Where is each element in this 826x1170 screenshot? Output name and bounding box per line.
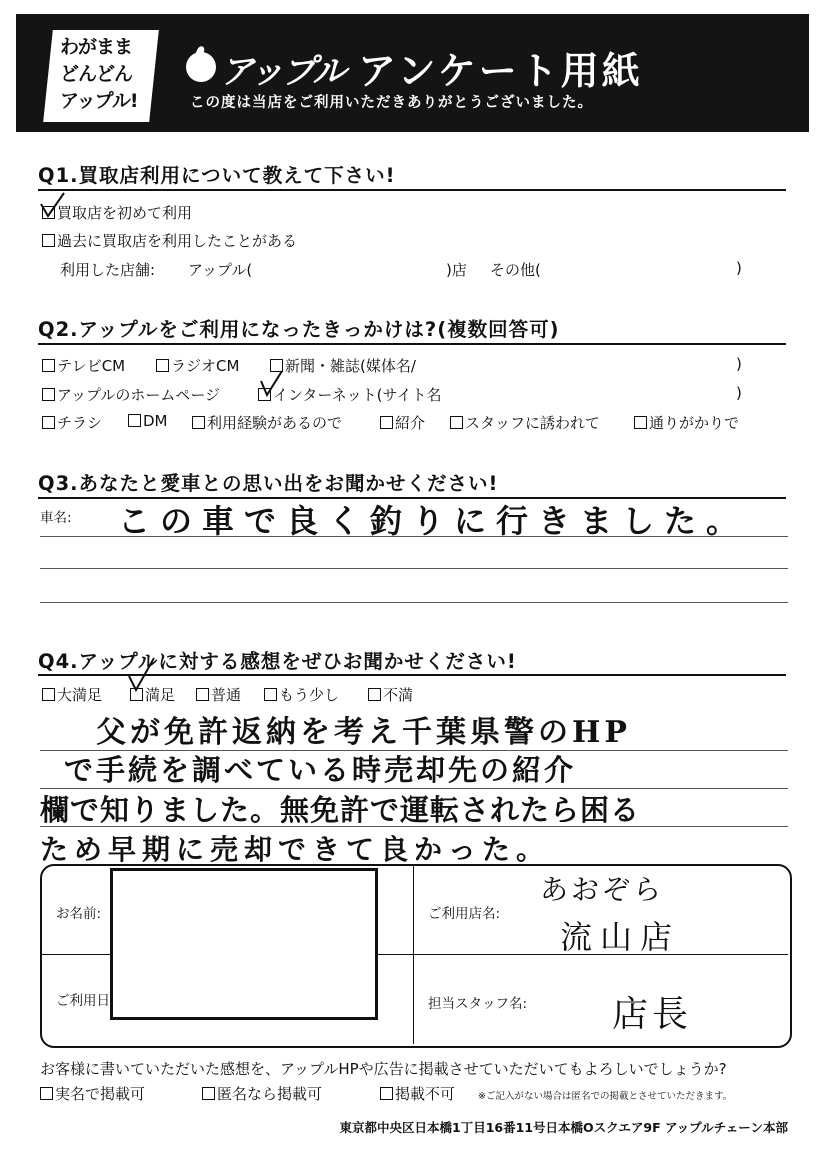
checkbox[interactable] bbox=[156, 359, 169, 372]
option-label: 利用経験があるので bbox=[207, 414, 343, 432]
checkbox[interactable] bbox=[634, 416, 647, 429]
checkbox[interactable] bbox=[128, 414, 141, 427]
checkbox[interactable] bbox=[42, 688, 55, 701]
divider bbox=[413, 866, 414, 1044]
option-label: テレビCM bbox=[57, 357, 126, 375]
q2-option-staff[interactable] bbox=[450, 412, 600, 433]
q2-option-referral[interactable] bbox=[380, 412, 425, 433]
option-label: 紹介 bbox=[395, 414, 426, 432]
q2-option-newspaper[interactable] bbox=[270, 355, 416, 376]
option-label: 買取店を初めて利用 bbox=[57, 204, 193, 222]
q4-heading: Q4.アップルに対する感想をぜひお聞かせください! bbox=[38, 650, 517, 673]
car-name-label: 車名: bbox=[40, 510, 72, 526]
option-label: 通りがかりで bbox=[649, 414, 740, 432]
checkbox[interactable] bbox=[40, 1087, 53, 1100]
option-label: 実名で掲載可 bbox=[55, 1085, 146, 1103]
q2-heading: Q2.アップルをご利用になったきっかけは?(複数回答可) bbox=[38, 318, 560, 341]
checkbox[interactable] bbox=[380, 1087, 393, 1100]
brand-name: アップル bbox=[220, 52, 345, 92]
checkbox[interactable] bbox=[450, 416, 463, 429]
q2-option-dm[interactable] bbox=[128, 412, 168, 430]
checkmark-icon bbox=[258, 371, 286, 399]
option-label: 掲載不可 bbox=[395, 1085, 456, 1103]
checkbox[interactable] bbox=[368, 688, 381, 701]
option-label: 大満足 bbox=[57, 686, 103, 704]
option-label: インターネット(サイト名 bbox=[273, 386, 442, 404]
q2-option-experience[interactable] bbox=[192, 412, 342, 433]
q4-option-dissatisfied[interactable] bbox=[368, 684, 413, 705]
q4-handwritten-line: で手続を調べている時売却先の紹介 bbox=[64, 753, 577, 787]
option-label: 不満 bbox=[383, 686, 414, 704]
store-label: ご利用店名: bbox=[428, 906, 501, 922]
checkmark-icon bbox=[126, 662, 154, 690]
q4-option-very-satisfied[interactable] bbox=[42, 684, 102, 705]
answer-line bbox=[40, 536, 788, 537]
answer-line bbox=[40, 602, 788, 603]
store-value: あおぞら bbox=[540, 873, 665, 906]
slogan bbox=[60, 34, 160, 115]
q1-option-used-before[interactable] bbox=[42, 230, 297, 251]
q1-store-apple: アップル( bbox=[188, 261, 253, 279]
slogan-line: わがまま bbox=[60, 36, 133, 58]
checkbox[interactable] bbox=[42, 359, 55, 372]
footer-address: 東京都中央区日本橋1丁目16番11号日本橋Oスクエア9F アップルチェーン本部 bbox=[339, 1120, 788, 1135]
q3-handwritten-answer: この車で良く釣りに行きました。 bbox=[118, 502, 749, 540]
q4-option-normal[interactable] bbox=[196, 684, 241, 705]
consent-note: ※ご記入がない場合は匿名での掲載とさせていただきます。 bbox=[478, 1091, 733, 1102]
q1-store-close: )店 bbox=[446, 261, 467, 279]
date-label: ご利用日: bbox=[56, 993, 115, 1009]
option-label: DM bbox=[143, 412, 168, 430]
q2-row2-close: ) bbox=[736, 384, 742, 402]
q4-option-so-so[interactable] bbox=[264, 684, 339, 705]
option-label: 過去に買取店を利用したことがある bbox=[57, 232, 298, 250]
slogan-line: アップル! bbox=[60, 90, 138, 112]
q1-store-other: その他( bbox=[490, 261, 541, 279]
option-label: 新聞・雑誌(媒体名/ bbox=[285, 357, 416, 375]
q1-heading: Q1.買取店利用について教えて下さい! bbox=[38, 164, 396, 187]
option-label: チラシ bbox=[57, 414, 103, 432]
checkbox[interactable] bbox=[202, 1087, 215, 1100]
option-label: 匿名なら掲載可 bbox=[217, 1085, 323, 1103]
q2-option-tv[interactable] bbox=[42, 355, 125, 376]
consent-option-anonymous[interactable] bbox=[202, 1083, 322, 1104]
q1-rule bbox=[38, 189, 786, 191]
q2-rule bbox=[38, 343, 786, 345]
redacted-name-box bbox=[110, 868, 378, 1020]
option-label: もう少し bbox=[279, 686, 340, 704]
staff-label: 担当スタッフ名: bbox=[428, 996, 528, 1012]
q2-option-homepage[interactable] bbox=[42, 384, 220, 405]
checkbox[interactable] bbox=[196, 688, 209, 701]
slogan-line: どんどん bbox=[60, 63, 133, 85]
page-title: アンケート用紙 bbox=[358, 49, 643, 93]
store-value: 流山店 bbox=[560, 918, 681, 956]
staff-value: 店長 bbox=[612, 994, 693, 1035]
consent-question: お客様に書いていただいた感想を、アップルHPや広告に掲載させていただいてもよろしいでしょうか? bbox=[40, 1060, 727, 1078]
q2-option-passing[interactable] bbox=[634, 412, 739, 433]
page-subtitle: この度は当店をご利用いただきありがとうございました。 bbox=[190, 95, 593, 111]
option-label: 満足 bbox=[145, 686, 176, 704]
q4-handwritten-line: 父が免許返納を考え千葉県警のHP bbox=[96, 715, 631, 750]
checkmark-icon bbox=[38, 192, 66, 220]
checkbox[interactable] bbox=[42, 234, 55, 247]
consent-option-no[interactable] bbox=[380, 1083, 455, 1104]
apple-logo-icon bbox=[186, 52, 216, 82]
checkbox[interactable] bbox=[42, 388, 55, 401]
answer-line bbox=[40, 568, 788, 569]
option-label: スタッフに誘われて bbox=[465, 414, 601, 432]
q1-store-prefix: 利用した店舗: bbox=[60, 261, 156, 279]
q2-option-flyer[interactable] bbox=[42, 412, 102, 433]
checkbox[interactable] bbox=[192, 416, 205, 429]
name-label: お名前: bbox=[56, 906, 102, 922]
option-label: アップルのホームページ bbox=[57, 386, 221, 404]
q2-row1-close: ) bbox=[736, 355, 742, 373]
checkbox[interactable] bbox=[264, 688, 277, 701]
q4-handwritten-line: ため早期に売却できて良かった。 bbox=[40, 833, 551, 866]
q4-handwritten-line: 欄で知りました。無免許で運転されたら困る bbox=[40, 793, 641, 827]
q2-option-radio[interactable] bbox=[156, 355, 239, 376]
q3-heading: Q3.あなたと愛車との思い出をお聞かせください! bbox=[38, 472, 499, 495]
consent-option-real-name[interactable] bbox=[40, 1083, 145, 1104]
option-label: 普通 bbox=[211, 686, 242, 704]
checkbox[interactable] bbox=[380, 416, 393, 429]
option-label: ラジオCM bbox=[171, 357, 240, 375]
checkbox[interactable] bbox=[42, 416, 55, 429]
q1-store-other-close: ) bbox=[736, 259, 742, 277]
